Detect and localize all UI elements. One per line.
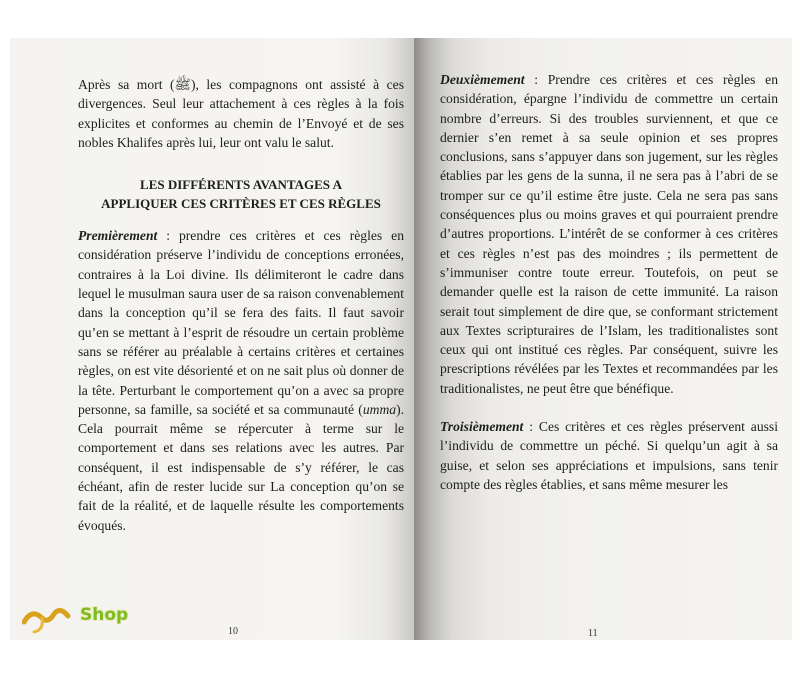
- heading-line-1: LES DIFFÉRENTS AVANTAGES A: [140, 177, 342, 193]
- watermark: [10, 157, 28, 212]
- keyword-premierement: Premièrement: [78, 228, 158, 244]
- keyword-deuxiemement: Deuxièmement: [440, 72, 525, 87]
- book-spread: [10, 38, 792, 640]
- section-heading: [78, 175, 404, 213]
- paragraph-deuxiemement: [440, 70, 778, 398]
- left-page: [10, 38, 414, 640]
- keyword-troisiemement: Troisièmement: [440, 419, 524, 435]
- heading-line-2: APPLIQUER CES CRITÈRES ET CES RÈGLES: [101, 196, 381, 212]
- paragraph-troisiemement: [440, 417, 778, 494]
- paragraph-premierement: [78, 226, 404, 535]
- paragraph-text-part-1: : prendre ces critères et ces règles en considération préserve l’individu de conceptions erronées, contraires à la Loi divine. Ils délimiteront le cadre dans lequel le musulman saura user de sa raison convenablement dans la conception qu’il se fera des faits. Il faut savoir qu’en se mettant à l’esprit de résoudre un certain problème sans se référer au préalable à certains critères et certaines règles, on est vite désorienté et on ne sait plus où donner de la tête. Perturbant le comportement qu’on a avec sa propre personne, sa famille, sa société et sa communauté (: [78, 228, 404, 417]
- right-page: [414, 38, 792, 640]
- logo-text: Shop: [80, 605, 129, 625]
- left-text-block: [78, 75, 404, 535]
- paragraph-text: : Ces critères et ces règles préservent aussi l’individu de commettre un péché. Si quelqu’un agit à sa guise, et selon ses appréciations et impulsions, sans tenir compte des règles établies, et sans même mesurer les: [440, 419, 778, 492]
- paragraph-intro: Après sa mort (ﷺ), les compagnons ont assisté à ces divergences. Seul leur attachement à ces règles à la fois explicites et conformes au chemin de l’Envoyé et de ses nobles Khalifes après lui, leur ont valu le salut.: [78, 77, 405, 150]
- paragraph-text: : Prendre ces critères et ces règles en considération, épargne l’individu de commettre un certain nombre d’erreurs. Si des troubles surviennent, et que ce dernier s’en remet à sa seule opinion et ses propres conclusions, sans s’appuyer dans son jugement, sur les règles établies par les gens de la sunna, il ne sera pas à l’abri de se tromper sur ce qu’il estime être juste. Cela ne sera pas sans conséquences plus ou moins graves et qui pourraient prendre d’autres proportions. L’intérêt de se conformer à ces critères et ces règles n’est pas des moindres ; ils permettent de s’immuniser contre toute erreur. Toutefois, on peut se demander quelle est la raison de cette immunité. La raison serait tout simplement de dire que, se conformant strictement aux Textes scripturaires de l’Islam, les traditionalistes sont ceux qui ont institué ces règles. Par conséquent, suivre les prescriptions révélées par les Textes et recommandées par les traditionalistes, ne peut être que bénéfique.: [440, 72, 778, 396]
- right-text-block: [440, 70, 778, 494]
- shop-logo: [22, 602, 162, 638]
- paragraph-text-part-2: ). Cela pourrait même se répercuter à terme sur le comportement et dans ses relations avec les autres. Par conséquent, il est indispensable de s’y référer, le cas échéant, afin de rester lucide sur La conception qu’on se fait de la réalité, et de laquelle résulte les comportements évoqués.: [78, 401, 404, 533]
- page-number-left: 10: [228, 626, 238, 637]
- page-number-right: 11: [588, 628, 598, 639]
- umma-term: umma: [362, 401, 397, 417]
